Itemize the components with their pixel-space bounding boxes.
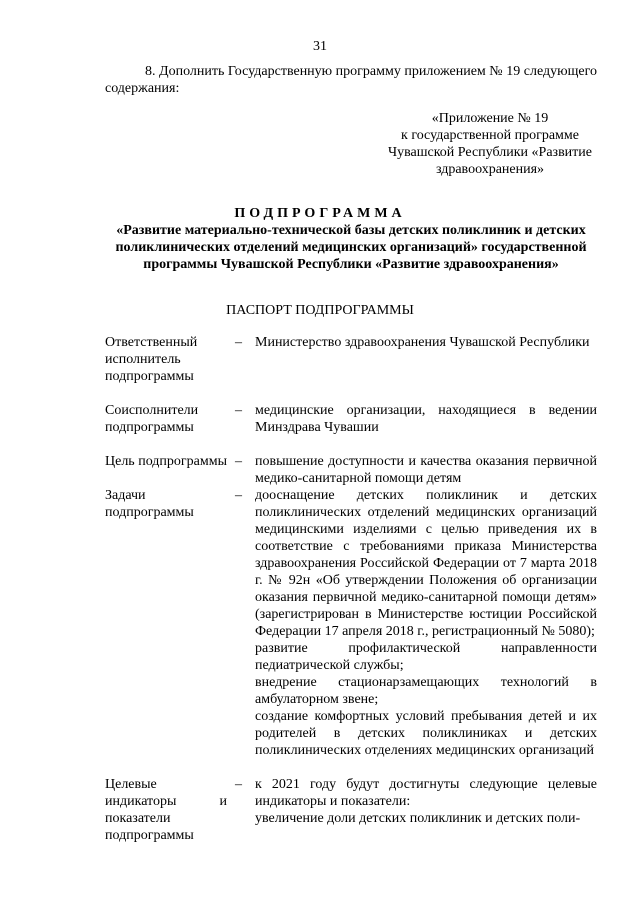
row-value [255,334,597,351]
row-value-paragraph: дооснащение детских поликлиник и детских поликлинических отделений медицинских организаций медицинскими изделиями с целью приведения их в соответствие с требованиями приказа Министерства здравоохранения Российской Федерации от 7 марта 2018 г. № 92н «Об утверждении Положения об организации оказания первичной медико-санитарной помощи детям» (зарегистрирован в Министерстве юстиции Российской Федерации 17 апреля 2018 г., регистрационный № 5080); [255,488,597,639]
row-value [255,453,597,487]
row-label: Задачи подпрограммы [105,488,194,520]
row-dash: – [235,335,242,350]
subprogram-name: «Развитие материально-технической базы детских поликлиник и детских поликлинических отделений медицинских организаций» государственной программы Чувашской Республики «Развитие здравоохранения» [115,223,587,272]
row-value-paragraph: развитие профилактической направленности педиатрической службы; [255,641,597,673]
appendix-line: «Приложение № 19 [431,111,549,126]
passport-row-responsible [105,334,597,385]
passport-row-indicators [105,776,597,844]
row-dash: – [235,403,242,418]
row-dash: – [235,488,242,503]
row-value-paragraph: повышение доступности и качества оказания первичной медико-санитарной помощи детям [255,454,597,486]
row-label: Целевые индикаторы и показатели подпрограммы [105,777,227,843]
passport-row-tasks [105,487,597,759]
row-value-paragraph: увеличение доли детских поликлиник и детских поли- [255,811,581,826]
row-value-paragraph: внедрение стационарзамещающих технологий в амбулаторном звене; [255,675,597,707]
passport-row-coexecutors [105,402,597,436]
row-dash: – [235,777,242,792]
passport-title: ПАСПОРТ ПОДПРОГРАММЫ [226,303,414,318]
appendix-line: здравоохранения» [435,162,545,177]
row-label: Ответственный исполнитель подпрограммы [105,335,198,384]
row-label: Цель подпрограммы [105,454,227,469]
row-value-paragraph: медицинские организации, находящиеся в ведении Минздрава Чувашии [255,403,597,435]
passport-row-goal [105,453,597,486]
row-value-paragraph: Министерство здравоохранения Чувашской Республики [255,335,590,350]
appendix-line: к государственной программе [401,128,579,143]
row-value [255,487,597,759]
intro-paragraph: 8. Дополнить Государственную программу приложением № 19 следующего содержания: [105,64,597,96]
page-number: 31 [313,39,327,54]
row-value-paragraph: к 2021 году будут достигнуты следующие целевые индикаторы и показатели: [255,777,597,809]
passport-table [105,334,597,861]
subprogram-heading: ПОДПРОГРАММА [234,206,406,221]
row-value [255,402,597,436]
row-value-paragraph: создание комфортных условий пребывания детей и их родителей в детских поликлиниках и детских поликлинических отделениях медицинских организаций [255,709,597,758]
appendix-header [380,110,600,178]
appendix-line: Чувашской Республики «Развитие [387,145,592,160]
row-label: Соисполнители подпрограммы [105,403,199,435]
row-dash: – [235,454,242,469]
row-value [255,776,597,827]
